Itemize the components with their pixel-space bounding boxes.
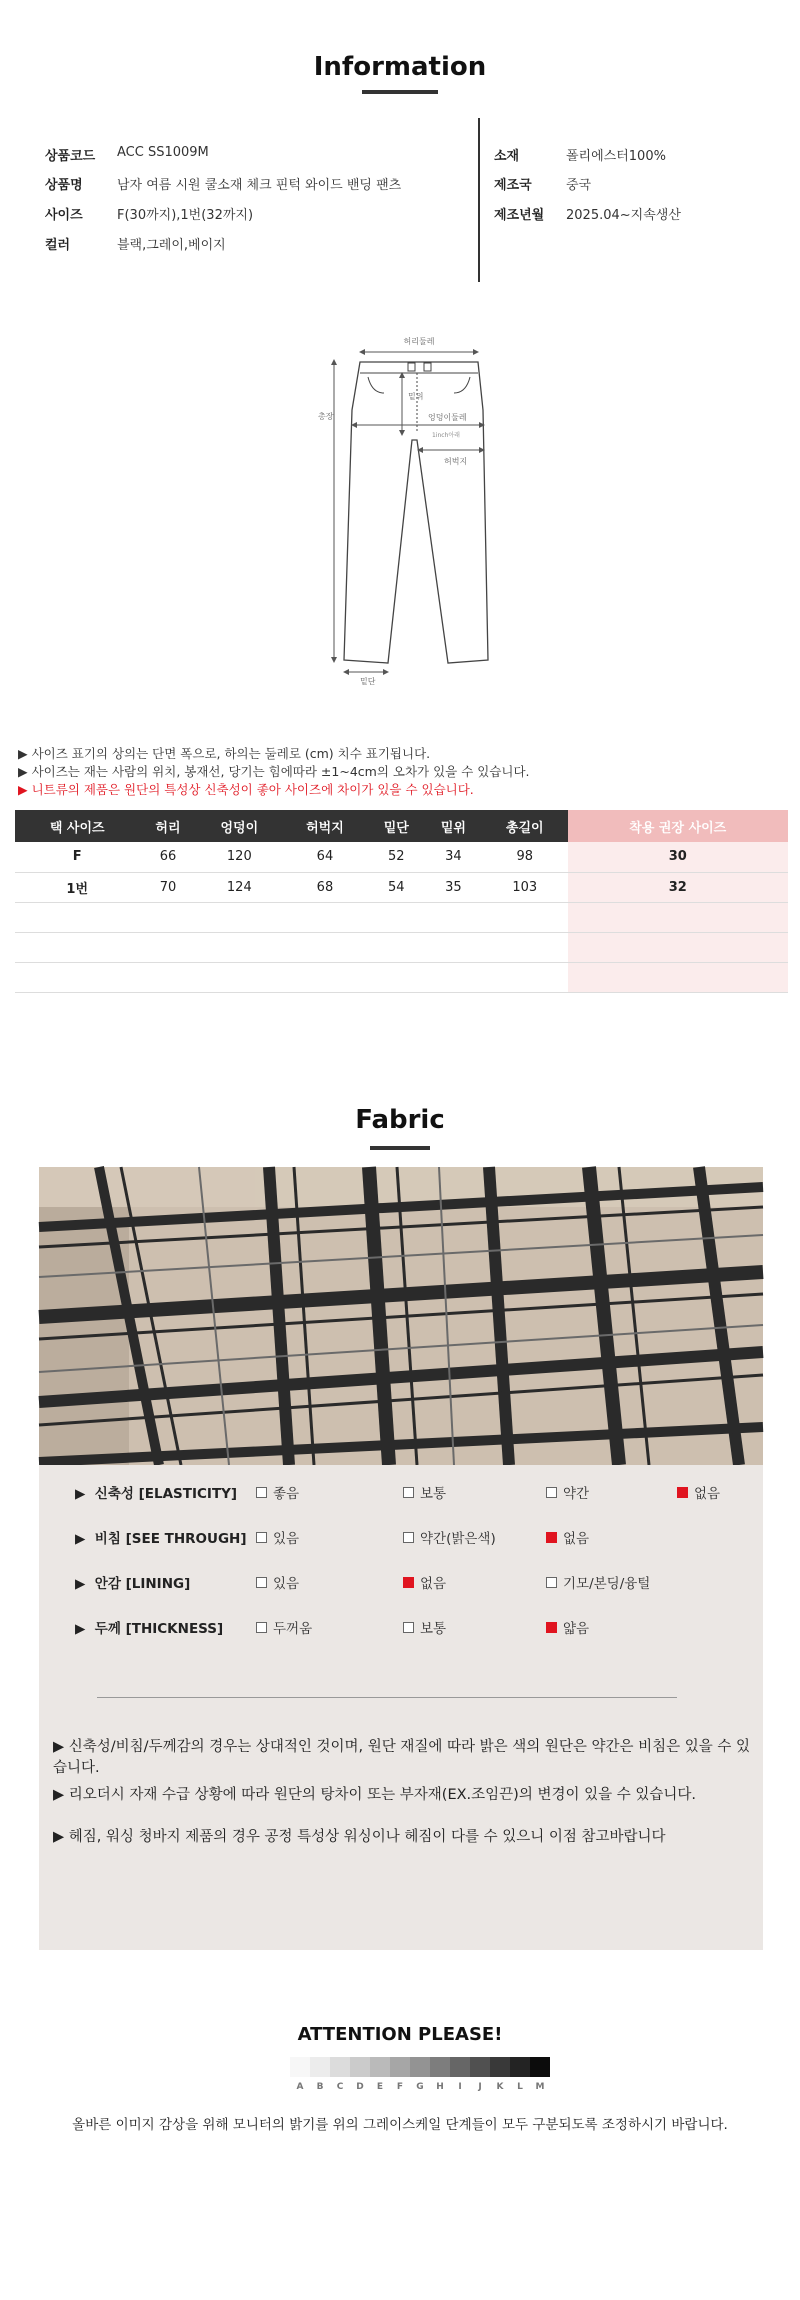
checkbox: [403, 1487, 414, 1498]
size-table-header: [15, 810, 788, 842]
info-key: 컬러: [45, 238, 71, 253]
checkbox: [256, 1532, 267, 1543]
info-key: 상품코드: [45, 149, 96, 164]
property-label: ▶ 안감 [LINING]: [75, 1576, 191, 1592]
table-cell: 120: [197, 842, 283, 872]
info-value: F(30까지),1번(32까지): [117, 208, 254, 223]
fabric-properties-panel: [39, 1465, 763, 1950]
info-value: ACC SS1009M: [117, 145, 209, 160]
header-cell: 총길이: [482, 810, 568, 842]
grayscale-swatch: [530, 2057, 550, 2077]
grayscale-swatch: [490, 2057, 510, 2077]
thigh-label: 허벅지: [444, 457, 468, 466]
size-note-warning: ▶ 니트류의 제품은 원단의 특성상 신축성이 좋아 사이즈에 차이가 있을 수 있습니다.: [18, 782, 474, 797]
info-value: 블랙,그레이,베이지: [117, 238, 226, 253]
info-value: 2025.04~지속생산: [566, 208, 681, 223]
fabric-note: ▶ 헤짐, 워싱 청바지 제품의 경우 공정 특성상 워싱이나 헤짐이 다를 수 있으니 이점 참고바랍니다: [53, 1829, 666, 1845]
table-cell: 34: [425, 842, 482, 872]
info-row-date: [494, 204, 681, 223]
option-thick[interactable]: 두꺼움: [256, 1617, 312, 1637]
rise-label: 밑위: [408, 392, 424, 401]
pants-outline: [344, 362, 488, 663]
fabric-note: ▶ 리오더시 자재 수급 상황에 따라 원단의 탕차이 또는 부자재(EX.조임끈)의 변경이 있을 수 있습니다.: [53, 1787, 696, 1803]
info-row-country: [494, 174, 591, 193]
property-see-through: [39, 1527, 763, 1551]
header-cell: 허리: [139, 810, 196, 842]
table-cell: 1번: [15, 872, 139, 902]
table-cell: 124: [197, 872, 283, 902]
checkbox: [546, 1577, 557, 1588]
info-key: 사이즈: [45, 208, 83, 223]
grayscale-letter: K: [496, 2082, 504, 2092]
info-key: 소재: [494, 149, 520, 164]
checkbox: [403, 1532, 414, 1543]
option-yes[interactable]: 있음: [256, 1527, 299, 1547]
grayscale-letter: M: [535, 2082, 545, 2092]
table-cell: 70: [139, 872, 196, 902]
table-row-empty: [15, 932, 788, 962]
option-slight-light[interactable]: 약간(밝은색): [403, 1527, 496, 1547]
grayscale-letter: C: [336, 2082, 344, 2092]
property-label: ▶ 비침 [SEE THROUGH]: [75, 1531, 247, 1547]
grayscale-letter: H: [436, 2082, 444, 2092]
option-normal[interactable]: 보통: [403, 1617, 446, 1637]
title-underline: [370, 1146, 430, 1150]
attention-title: ATTENTION PLEASE!: [297, 2024, 503, 2045]
table-cell: 35: [425, 872, 482, 902]
grayscale-swatch: [450, 2057, 470, 2077]
property-elasticity: [39, 1482, 763, 1506]
size-note: ▶ 사이즈는 재는 사람의 위치, 봉재선, 당기는 힘에따라 ±1~4cm의 오차가 있을 수 있습니다.: [18, 764, 530, 779]
header-cell: 밑단: [368, 810, 425, 842]
info-key: 상품명: [45, 178, 83, 193]
grayscale-swatch: [370, 2057, 390, 2077]
option-none[interactable]: 없음: [403, 1572, 446, 1592]
header-cell: 밑위: [425, 810, 482, 842]
grayscale-swatch: [470, 2057, 490, 2077]
plaid-fabric-image: [39, 1167, 763, 1465]
size-table: [15, 810, 788, 993]
length-label: 총장: [318, 412, 334, 421]
info-row-size: [45, 204, 253, 223]
grayscale-note: 올바른 이미지 감상을 위해 모니터의 밝기를 위의 그레이스케일 단계들이 모두 구분되도록 조정하시기 바랍니다.: [72, 2117, 728, 2133]
table-row-empty: [15, 962, 788, 992]
waist-label: 허리둘레: [403, 337, 435, 346]
table-row: [15, 842, 788, 872]
pants-measurement-diagram: [320, 325, 490, 695]
table-cell: 66: [139, 842, 196, 872]
table-cell: 103: [482, 872, 568, 902]
grayscale-letters: [290, 2082, 550, 2092]
info-row-color: [45, 234, 226, 253]
checkbox-checked: [677, 1487, 688, 1498]
table-cell: 52: [368, 842, 425, 872]
grayscale-letter: B: [316, 2082, 324, 2092]
table-cell: 68: [282, 872, 368, 902]
option-none[interactable]: 없음: [546, 1527, 589, 1547]
option-good[interactable]: 좋음: [256, 1482, 299, 1502]
option-none[interactable]: 없음: [677, 1482, 720, 1502]
checkbox-checked: [546, 1622, 557, 1633]
option-thin[interactable]: 얇음: [546, 1617, 589, 1637]
grayscale-letter: E: [376, 2082, 384, 2092]
property-lining: [39, 1572, 763, 1596]
hem-label: 밑단: [360, 677, 376, 686]
info-key: 제조년월: [494, 208, 545, 223]
grayscale-swatch: [430, 2057, 450, 2077]
table-row: [15, 872, 788, 902]
grayscale-swatch: [350, 2057, 370, 2077]
checkbox-checked: [546, 1532, 557, 1543]
grayscale-swatch: [410, 2057, 430, 2077]
grayscale-swatch: [510, 2057, 530, 2077]
size-note: ▶ 사이즈 표기의 상의는 단면 폭으로, 하의는 둘레로 (cm) 치수 표기됩니다.: [18, 746, 431, 761]
panel-divider: [97, 1697, 677, 1698]
table-cell-recommended: 30: [568, 842, 788, 872]
property-thickness: [39, 1617, 763, 1641]
fabric-photo: [39, 1167, 763, 1465]
hip-label: 엉덩이둘레: [428, 413, 467, 422]
option-fleece[interactable]: 기모/본딩/융털: [546, 1572, 650, 1592]
info-row-name: [45, 174, 401, 193]
grayscale-swatch: [330, 2057, 350, 2077]
grayscale-swatch: [310, 2057, 330, 2077]
grayscale-letter: A: [296, 2082, 304, 2092]
grayscale-letter: G: [416, 2082, 424, 2092]
table-cell-recommended: 32: [568, 872, 788, 902]
header-cell: 허벅지: [282, 810, 368, 842]
property-label: ▶ 두께 [THICKNESS]: [75, 1621, 224, 1637]
grayscale-bar: [290, 2057, 550, 2077]
option-normal[interactable]: 보통: [403, 1482, 446, 1502]
checkbox: [256, 1577, 267, 1588]
checkbox: [403, 1622, 414, 1633]
header-cell: 택 사이즈: [15, 810, 139, 842]
info-row-code: [45, 145, 209, 164]
grayscale-letter: I: [458, 2082, 462, 2092]
table-row-empty: [15, 902, 788, 932]
header-cell-recommended: 착용 권장 사이즈: [568, 810, 788, 842]
table-cell: 64: [282, 842, 368, 872]
grayscale-letter: J: [478, 2082, 482, 2092]
grayscale-swatch: [390, 2057, 410, 2077]
header-cell: 엉덩이: [197, 810, 283, 842]
grayscale-letter: D: [356, 2082, 364, 2092]
checkbox: [256, 1622, 267, 1633]
property-label: ▶ 신축성 [ELASTICITY]: [75, 1486, 238, 1502]
info-key: 제조국: [494, 178, 532, 193]
table-cell: 98: [482, 842, 568, 872]
checkbox: [256, 1487, 267, 1498]
grayscale-letter: F: [396, 2082, 404, 2092]
table-cell: F: [15, 842, 139, 872]
information-title: Information: [313, 52, 487, 82]
size-notes: [18, 745, 530, 799]
option-slight[interactable]: 약간: [546, 1482, 589, 1502]
checkbox: [546, 1487, 557, 1498]
info-value: 중국: [566, 178, 592, 193]
table-cell: 54: [368, 872, 425, 902]
option-yes[interactable]: 있음: [256, 1572, 299, 1592]
title-underline: [362, 90, 438, 94]
fabric-title: Fabric: [355, 1105, 445, 1135]
info-value: 남자 여름 시원 쿨소재 체크 핀턱 와이드 밴딩 팬츠: [117, 178, 402, 193]
checkbox-checked: [403, 1577, 414, 1588]
info-divider: [478, 118, 480, 282]
info-value: 폴리에스터100%: [566, 149, 666, 164]
crotch-offset-label: 1inch아래: [432, 432, 460, 439]
grayscale-letter: L: [517, 2082, 523, 2092]
info-row-material: [494, 145, 666, 164]
fabric-note: ▶ 신축성/비침/두께감의 경우는 상대적인 것이며, 원단 재질에 따라 밝은 색의 원단은 약간은 비침은 있을 수 있습니다.: [53, 1739, 750, 1776]
grayscale-swatch: [290, 2057, 310, 2077]
